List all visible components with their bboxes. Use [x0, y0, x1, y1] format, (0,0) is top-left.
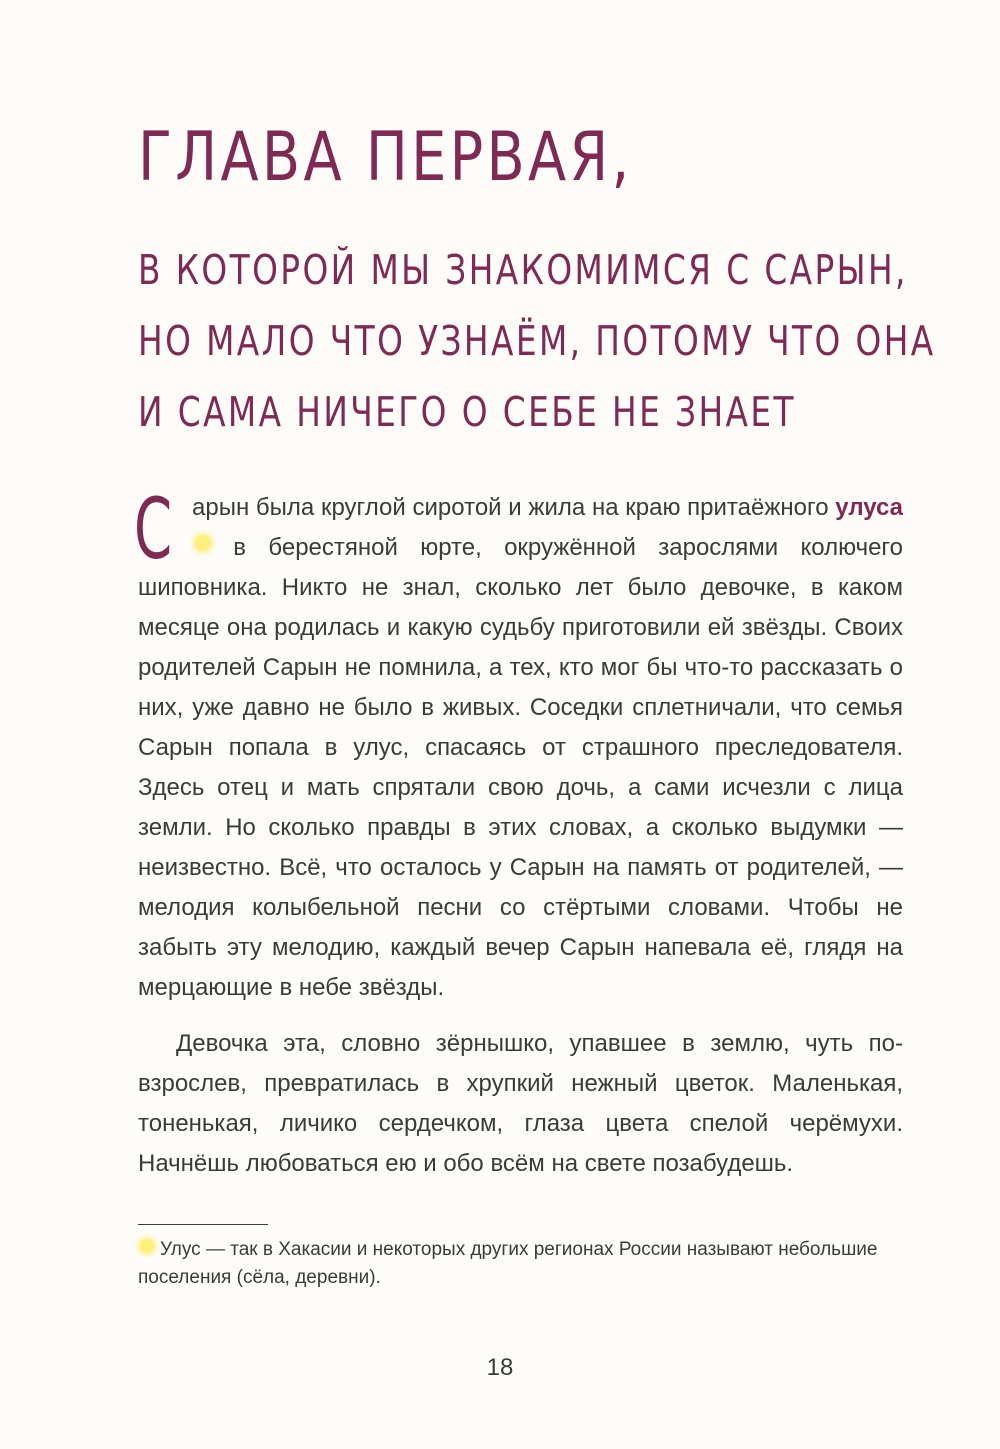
sun-marker-icon [195, 535, 211, 551]
paragraph-2: Девочка эта, словно зёрнышко, упавшее в землю, чуть повзрослев, превратилась в хрупкий нежный цветок. Маленькая, тоненькая, личико сердечком, глаза цвета спелой черёмухи. Начнёшь любоваться ею и обо всём на свете позабудешь. [138, 1030, 903, 1177]
paragraph-1-start: арын была круглой сиротой и жила на краю притаёжного [192, 494, 836, 521]
subtitle-line-3: И САМА НИЧЕГО О СЕБЕ НЕ ЗНАЕТ [138, 388, 796, 436]
chapter-subtitle [138, 235, 936, 448]
footnote-text: Улус — так в Хакасии и некоторых других регионах России называют небольшие поселения (сёла, деревни). [138, 1239, 878, 1288]
sun-marker-icon [140, 1239, 154, 1253]
footnote-divider [138, 1224, 268, 1225]
paragraph-1-rest: в берестяной юрте, окружённой зарослями колючего шиповника. Никто не знал, сколько лет было девочке, в каком месяце она родилась и какую судьбу приготовили ей звёзды. Своих родителей Сарын не помнила, а тех, кто мог бы что-то рассказать о них, уже давно не было в живых. Соседки сплетничали, что семья Сарын попала в улус, спасаясь от страшного преследователя. Здесь отец и мать спрятали свою дочь, а сами исчезли с лица земли. Но сколько правды в этих словах, а сколько выдумки — неизвестно. Всё, что осталось у Сарын на память от родителей, — мелодия колыбельной песни со стёртыми словами. Чтобы не забыть эту мелодию, каждый вечер Сарын напевала её, глядя на мерцающие в небе звёзды. [138, 534, 903, 1001]
paragraph-1 [134, 480, 903, 1008]
page-number: 18 [486, 1354, 514, 1381]
footnote-term: улуса [835, 494, 903, 521]
footnote [138, 1236, 908, 1292]
subtitle-line-2: НО МАЛО ЧТО УЗНАЁМ, ПОТОМУ ЧТО ОНА [138, 317, 936, 365]
subtitle-line-1: В КОТОРОЙ МЫ ЗНАКОМИМСЯ С САРЫН, [138, 246, 908, 294]
drop-cap: С [134, 480, 173, 578]
body-text [134, 480, 903, 1184]
chapter-title: ГЛАВА ПЕРВАЯ, [138, 118, 633, 197]
